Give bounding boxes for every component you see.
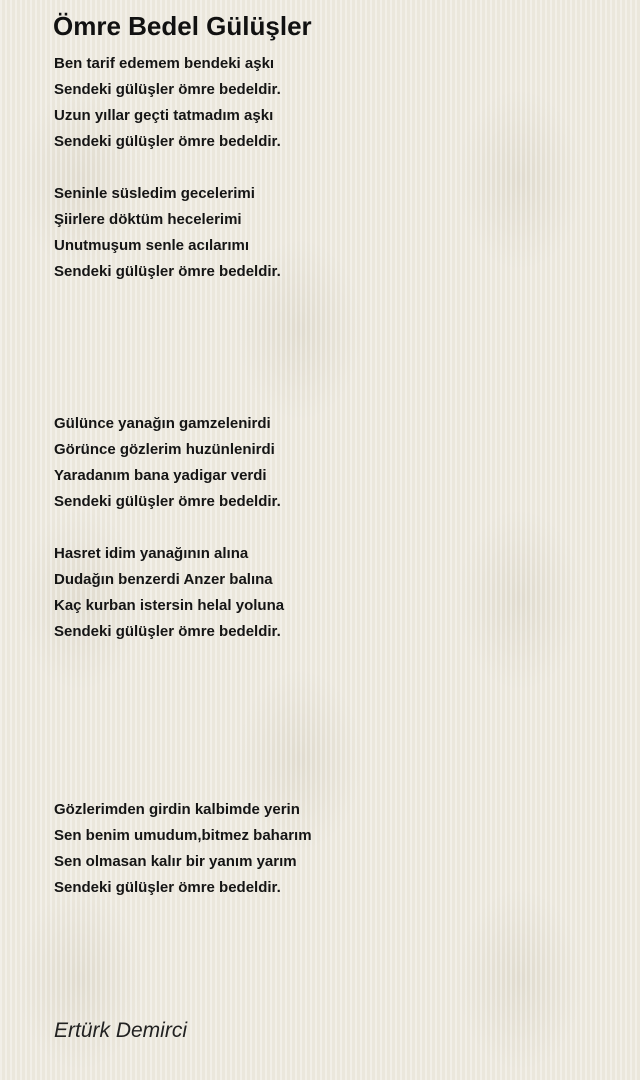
poem-line: Şiirlere döktüm hecelerimi xyxy=(54,211,242,228)
stanza-4 xyxy=(54,541,284,645)
poem-line: Gözlerimden girdin kalbimde yerin xyxy=(54,801,300,818)
poem-line: Unutmuşum senle acılarımı xyxy=(54,237,250,254)
poem-line: Gülünce yanağın gamzelenirdi xyxy=(54,415,271,432)
poem-author: Ertürk Demirci xyxy=(54,1019,188,1042)
poem-line: Sen olmasan kalır bir yanım yarım xyxy=(54,853,297,870)
poem-line: Sendeki gülüşler ömre bedeldir. xyxy=(54,623,281,640)
poem-line: Sendeki gülüşler ömre bedeldir. xyxy=(54,879,281,896)
poem-line: Sendeki gülüşler ömre bedeldir. xyxy=(54,81,281,98)
poem-line: Sendeki gülüşler ömre bedeldir. xyxy=(54,133,281,150)
stanza-1 xyxy=(54,51,281,155)
poem-title: Ömre Bedel Gülüşler xyxy=(53,11,312,41)
poem-line: Görünce gözlerim huzünlenirdi xyxy=(54,441,275,458)
stanza-2 xyxy=(54,181,281,285)
poem-line: Hasret idim yanağının alına xyxy=(54,545,249,562)
poem-line: Dudağın benzerdi Anzer balına xyxy=(54,571,273,588)
poem-line: Yaradanım bana yadigar verdi xyxy=(54,467,267,484)
stanza-5 xyxy=(54,797,312,901)
poem-line: Uzun yıllar geçti tatmadım aşkı xyxy=(54,107,274,124)
poem-line: Ben tarif edemem bendeki aşkı xyxy=(54,55,275,72)
poem-line: Seninle süsledim gecelerimi xyxy=(54,185,255,202)
poem-line: Sendeki gülüşler ömre bedeldir. xyxy=(54,263,281,280)
poem-line: Kaç kurban istersin helal yoluna xyxy=(54,597,285,614)
stanza-3 xyxy=(54,411,281,515)
poem-line: Sen benim umudum,bitmez baharım xyxy=(54,827,312,844)
poem-line: Sendeki gülüşler ömre bedeldir. xyxy=(54,493,281,510)
